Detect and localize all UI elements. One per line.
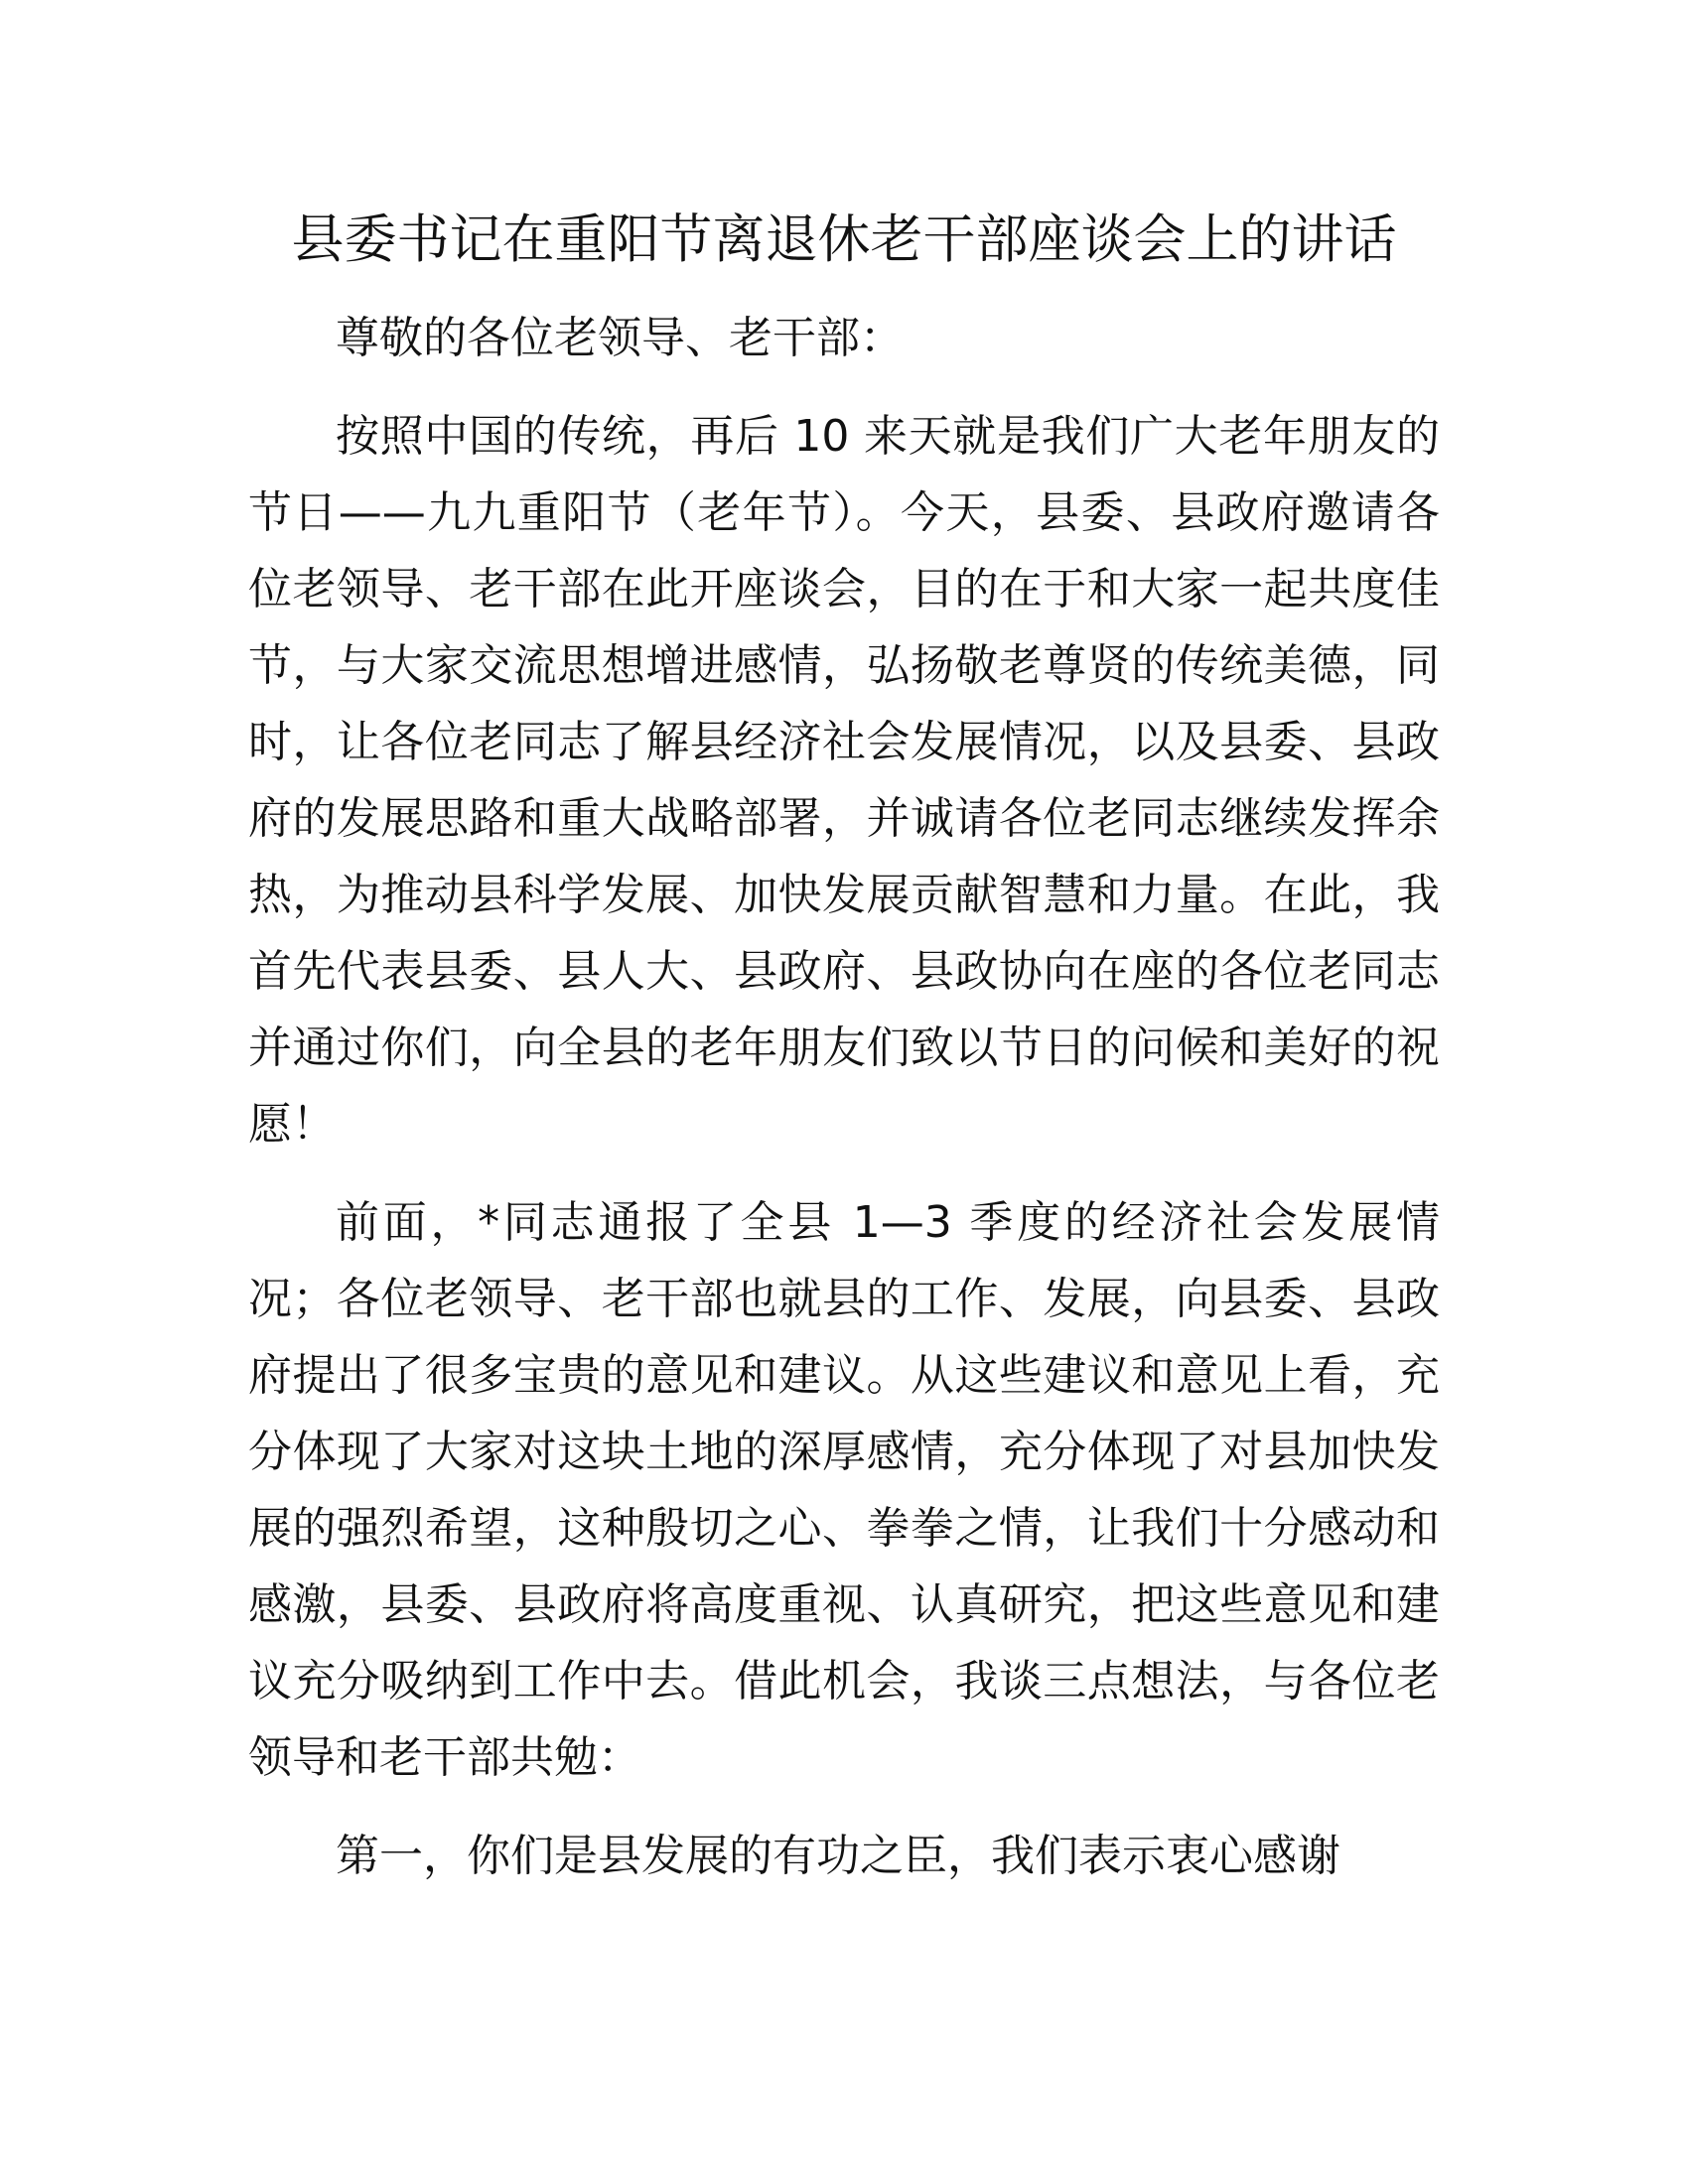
paragraph-opening: 按照中国的传统，再后 10 来天就是我们广大老年朋友的节日——九九重阳节（老年节）。今天，县委、县政府邀请各位老领导、老干部在此开座谈会，目的在于和大家一起共度佳节，与大家交流思想增进感情，弘扬敬老尊贤的传统美德，同时，让各位老同志了解县经济社会发展情况，以及县委、县政府的发展思路和重大战略部署，并诚请各位老同志继续发挥余热，为推动县科学发展、加快发展贡献智慧和力量。在此，我首先代表县委、县人大、县政府、县政协向在座的各位老同志并通过你们，向全县的老年朋友们致以节日的问候和美好的祝愿！ (248, 411, 1440, 1150)
paragraph-feedback: 前面，*同志通报了全县 1—3 季度的经济社会发展情况；各位老领导、老干部也就县的工作、发展，向县委、县政府提出了很多宝贵的意见和建议。从这些建议和意见上看，充分体现了大家对这块土地的深厚感情，充分体现了对县加快发展的强烈希望，这种殷切之心、拳拳之情，让我们十分感动和感激，县委、县政府将高度重视、认真研究，把这些意见和建议充分吸纳到工作中去。借此机会，我谈三点想法，与各位老领导和老干部共勉： (248, 1197, 1440, 1783)
document-body (248, 199, 1440, 1894)
document-title: 县委书记在重阳节离退休老干部座谈会上的讲话 (291, 209, 1397, 270)
salutation: 尊敬的各位老领导、老干部： (336, 313, 904, 363)
section-heading-first: 第一，你们是县发展的有功之臣，我们表示衷心感谢 (336, 1831, 1340, 1881)
